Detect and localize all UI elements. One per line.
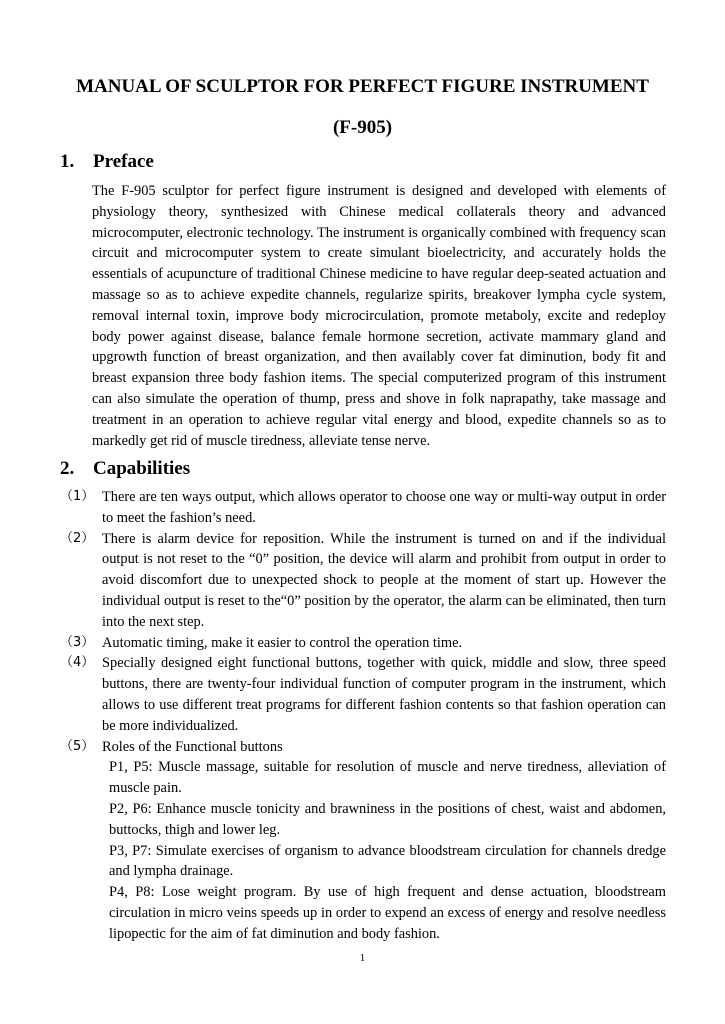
section-heading-preface — [60, 150, 154, 174]
list-item-text: Specially designed eight functional buttons, together with quick, middle and slow, three speed buttons, there are twenty-four individual function of computer program in the instrument, which allows to use different treat programs for different fashion contents so that fashion operation can be more individualized. — [102, 655, 666, 734]
list-item — [60, 487, 666, 529]
list-marker: （4） — [60, 655, 95, 671]
list-item — [60, 529, 666, 633]
list-marker: （5） — [60, 738, 95, 754]
list-item — [60, 653, 666, 736]
section-heading-capabilities — [60, 457, 190, 481]
list-item-text: Roles of the Functional buttons — [102, 738, 283, 755]
role-item-p1-p5: P1, P5: Muscle massage, suitable for resolution of muscle and nerve tiredness, alleviation of muscle pain. — [109, 759, 666, 797]
section-title: Capabilities — [93, 458, 191, 479]
role-item-p2-p6: P2, P6: Enhance muscle tonicity and brawniness in the positions of chest, waist and abdomen, buttocks, thigh and lower leg. — [109, 800, 666, 838]
list-item-text: There are ten ways output, which allows operator to choose one way or multi-way output in order to meet the fashion’s need. — [102, 489, 666, 526]
section-number: 2. — [60, 458, 75, 479]
list-marker: （2） — [60, 530, 95, 546]
section-number: 1. — [60, 151, 75, 172]
list-item — [60, 737, 666, 945]
list-item-text: Automatic timing, make it easier to control the operation time. — [102, 634, 463, 651]
capabilities-list — [60, 487, 666, 945]
role-item-p3-p7: P3, P7: Simulate exercises of organism to advance bloodstream circulation for channels dredge and lympha drainage. — [109, 842, 666, 880]
role-item-p4-p8: P4, P8: Lose weight program. By use of high frequent and dense actuation, bloodstream circulation in micro veins speeds up in order to expend an excess of energy and resolve needless lipopectic for the aim of fat diminution and body fashion. — [109, 884, 666, 942]
document-model-number: (F-905) — [332, 117, 393, 138]
page-number: 1 — [359, 952, 366, 964]
list-marker: （3） — [60, 634, 95, 650]
functional-buttons-roles-list — [102, 757, 666, 944]
list-marker: （1） — [60, 489, 95, 504]
section-title: Preface — [93, 151, 154, 172]
preface-paragraph: The F-905 sculptor for perfect figure instrument is designed and developed with elements of physiology theory, synthesized with Chinese medical collaterals theory and advanced microcomputer, electronic technology. The instrument is organically combined with frequency scan circuit and microcomputer system to create simulant bioelectricity, and accurately holds the essentials of acupuncture of traditional Chinese medicine to have regular deep-seated actuation and massage so as to achieve expedite channels, regularize spirits, breakover lympha cycle system, removal internal toxin, improve body microcirculation, promote metaboly, excite and redeploy body power against disease, balance female hormone secretion, activate mammary gland and upgrowth function of breast organization, and then availably cover fat diminution, body fit and breast expansion three body fashion items. The special computerized program of this instrument can also simulate the operation of thump, press and shove in folk naprapathy, take massage and treatment in an operation to achieve regular vital energy and blood, expedite channels so as to markedly get rid of muscle tiredness, alleviate tense nerve. — [92, 183, 666, 449]
list-item — [60, 633, 666, 654]
list-item-text: There is alarm device for reposition. While the instrument is turned on and if the individual output is not reset to the “0” position, the device will alarm and prohibit from output in order to avoid discomfort due to unexpected shock to people at the moment of start up. However the individual output is reset to the“0” position by the operator, the alarm can be eliminated, then turn into the next step. — [102, 530, 666, 630]
document-title: MANUAL OF SCULPTOR FOR PERFECT FIGURE INSTRUMENT — [76, 76, 649, 97]
